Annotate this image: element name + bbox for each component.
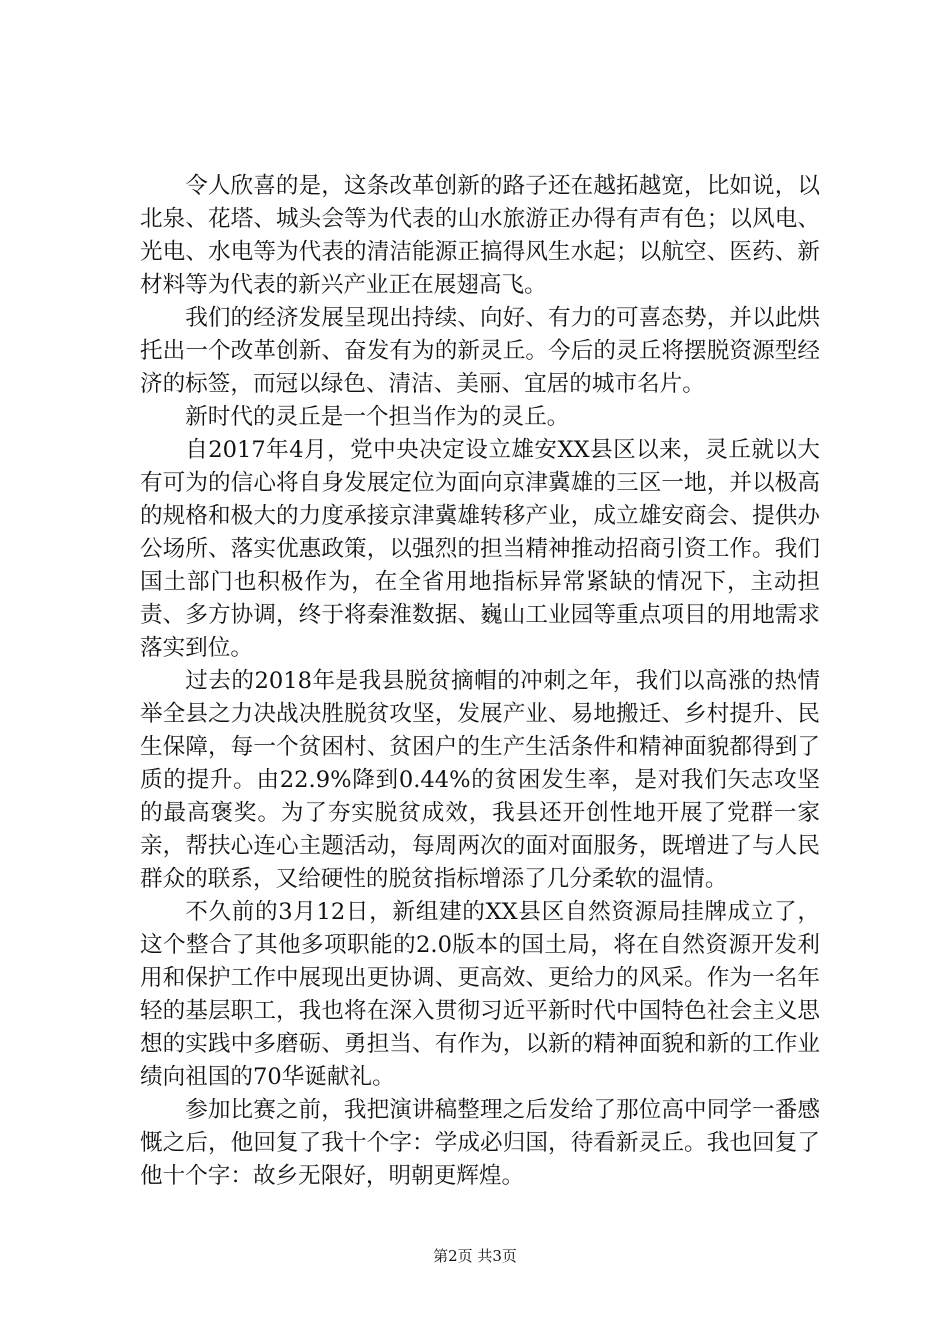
paragraph-1: 令人欣喜的是，这条改革创新的路子还在越拓越宽，比如说，以北泉、花塔、城头会等为代表的山水旅游正办得有声有色；以风电、光电、水电等为代表的清洁能源正搞得风生水起；以航空、医药、新材料等为代表的新兴产业正在展翅高飞。 (140, 173, 820, 298)
paragraph-2: 我们的经济发展呈现出持续、向好、有力的可喜态势，并以此烘托出一个改革创新、奋发有为的新灵丘。今后的灵丘将摆脱资源型经济的标签，而冠以绿色、清洁、美丽、宜居的城市名片。 (140, 305, 820, 397)
paragraph-4: 自2017年4月，党中央决定设立雄安XX县区以来，灵丘就以大有可为的信心将自身发展定位为面向京津冀雄的三区一地，并以极高的规格和极大的力度承接京津冀雄转移产业，成立雄安商会、提供办公场所、落实优惠政策，以强烈的担当精神推动招商引资工作。我们国土部门也积极作为，在全省用地指标异常紧缺的情况下，主动担责、多方协调，终于将秦淮数据、巍山工业园等重点项目的用地需求落实到位。 (140, 437, 820, 661)
document-body (140, 170, 820, 1193)
paragraph-7: 参加比赛之前，我把演讲稿整理之后发给了那位高中同学一番感慨之后，他回复了我十个字：学成必归国，待看新灵丘。我也回复了他十个字：故乡无限好，明朝更辉煌。 (140, 1097, 820, 1189)
page-number-footer: 第2页 共3页 (433, 1247, 517, 1265)
paragraph-6: 不久前的3月12日，新组建的XX县区自然资源局挂牌成立了，这个整合了其他多项职能的2.0版本的国土局，将在自然资源开发利用和保护工作中展现出更协调、更高效、更给力的风采。作为一名年轻的基层职工，我也将在深入贯彻习近平新时代中国特色社会主义思想的实践中多磨砺、勇担当、有作为，以新的精神面貌和新的工作业绩向祖国的70华诞献礼。 (140, 899, 820, 1090)
paragraph-3: 新时代的灵丘是一个担当作为的灵丘。 (185, 404, 570, 430)
paragraph-5: 过去的2018年是我县脱贫摘帽的冲刺之年，我们以高涨的热情举全县之力决战决胜脱贫攻坚，发展产业、易地搬迁、乡村提升、民生保障，每一个贫困村、贫困户的生产生活条件和精神面貌都得到了质的提升。由22.9%降到0.44%的贫困发生率，是对我们矢志攻坚的最高褒奖。为了夯实脱贫成效，我县还开创性地开展了党群一家亲，帮扶心连心主题活动，每周两次的面对面服务，既增进了与人民群众的联系，又给硬性的脱贫指标增添了几分柔软的温情。 (140, 668, 820, 892)
